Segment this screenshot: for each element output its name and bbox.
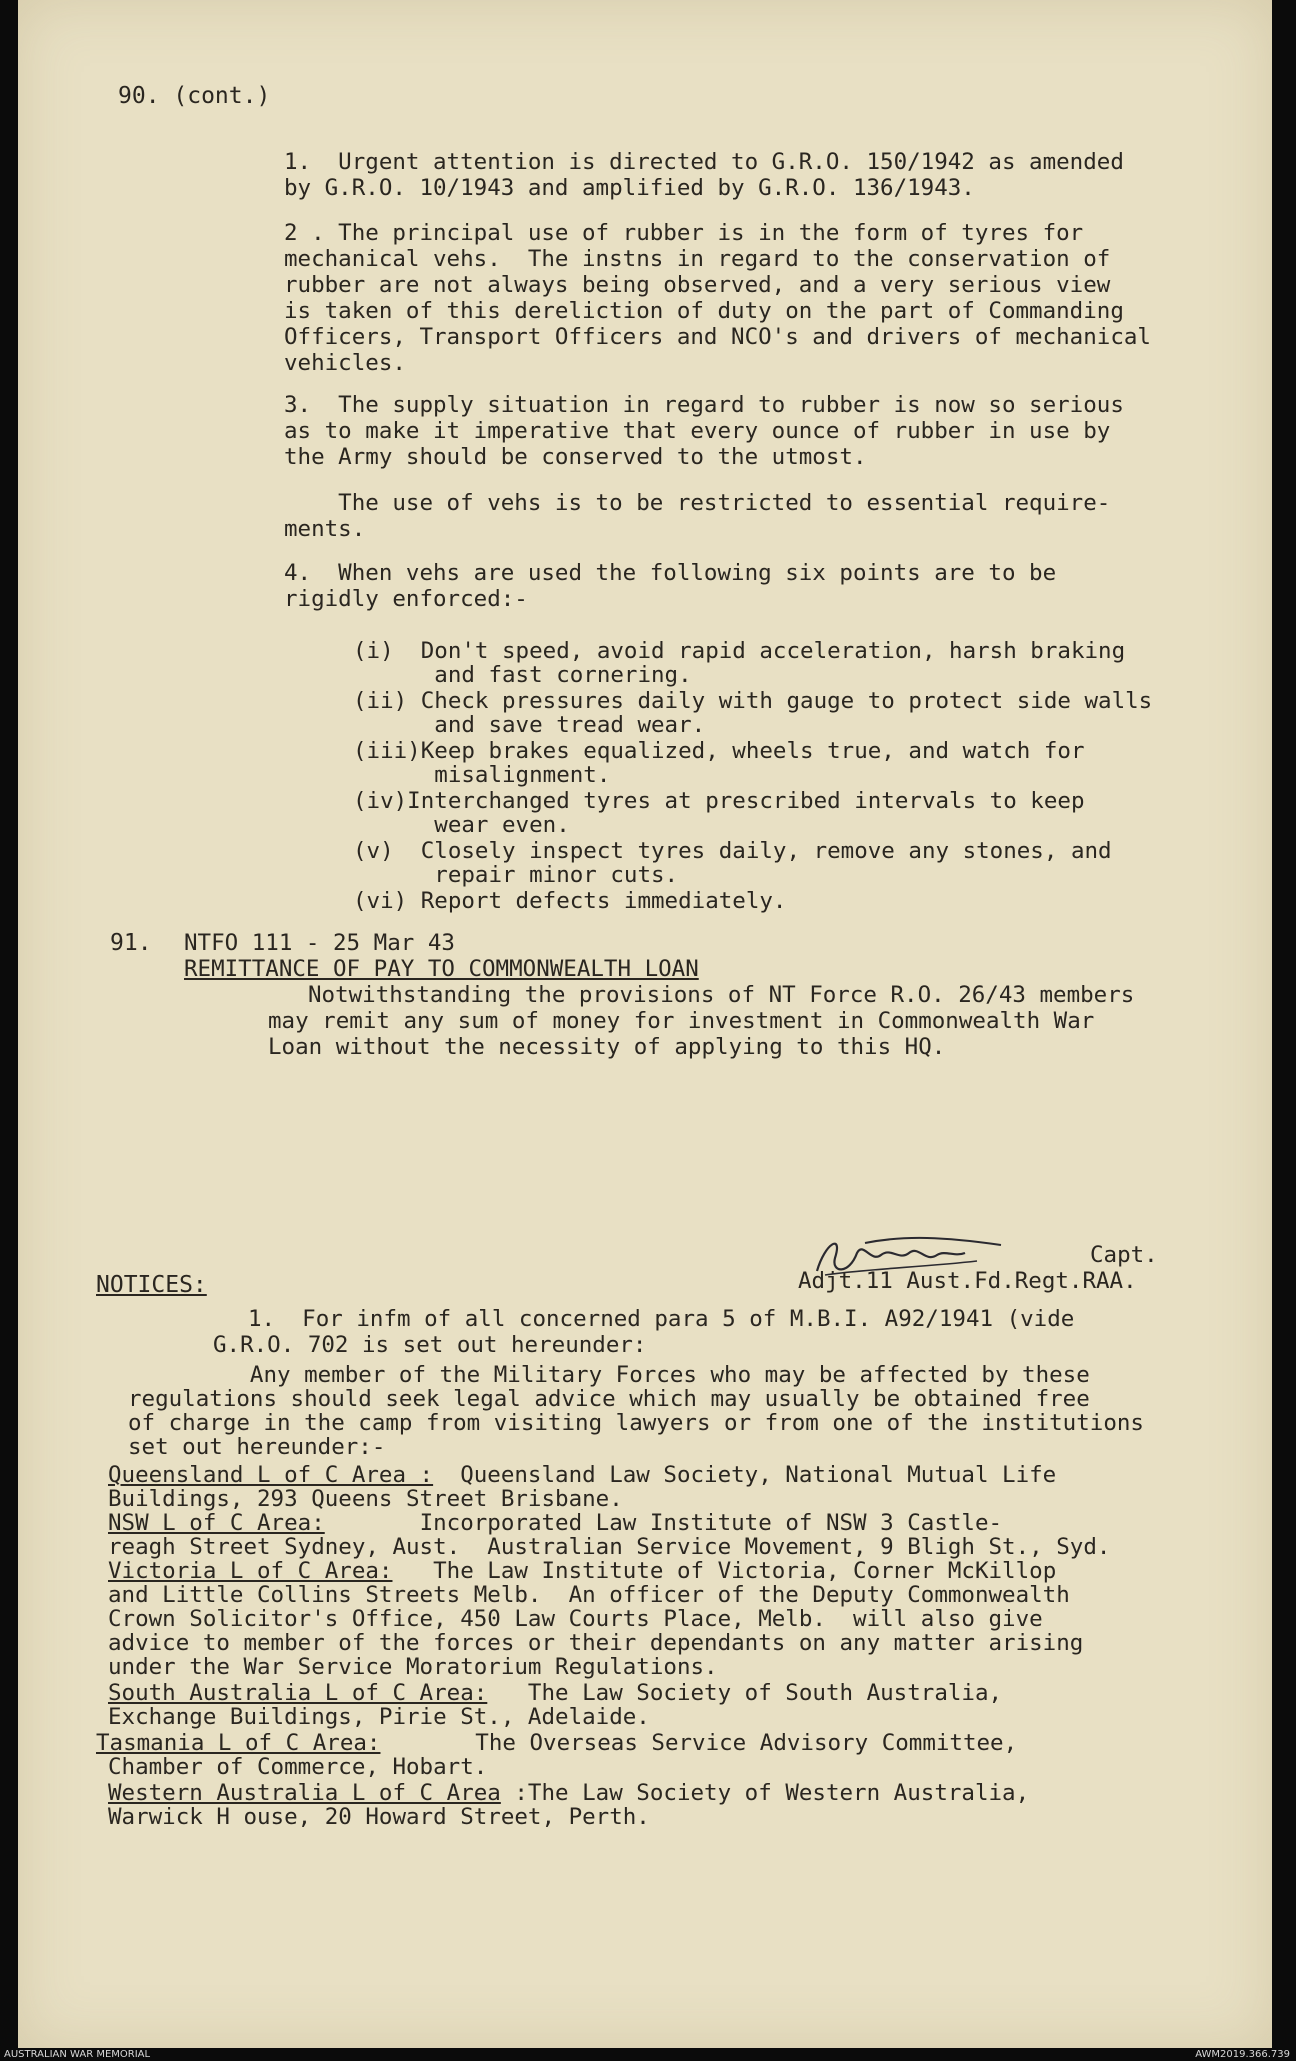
area-nsw-row bbox=[108, 1510, 1002, 1536]
para-3b-line-1: The use of vehs is to be restricted to essential require- bbox=[284, 490, 1111, 516]
item-91-reference: NTFO 111 - 25 Mar 43 bbox=[184, 930, 455, 956]
point-2-line-2: and save tread wear. bbox=[353, 712, 706, 738]
notices-body-line-4: set out hereunder:- bbox=[128, 1434, 386, 1460]
area-queensland-row bbox=[108, 1462, 1056, 1488]
area-victoria-line-4: advice to member of the forces or their dependants on any matter arising bbox=[108, 1630, 1084, 1656]
para-1-line-2: by G.R.O. 10/1943 and amplified by G.R.O. 136/1943. bbox=[284, 175, 975, 201]
area-south-australia-row bbox=[108, 1680, 1002, 1706]
area-western-australia-label: Western Australia L of C Area bbox=[108, 1780, 501, 1806]
item-91-line-3: Loan without the necessity of applying to this HQ. bbox=[268, 1034, 946, 1060]
area-victoria-text: The Law Institute of Victoria, Corner McKillop bbox=[392, 1558, 1057, 1584]
point-1-line-2: and fast cornering. bbox=[353, 662, 692, 688]
area-nsw-line-2: reagh Street Sydney, Aust. Australian Service Movement, 9 Bligh St., Syd. bbox=[108, 1534, 1111, 1560]
item-91-title: REMITTANCE OF PAY TO COMMONWEALTH LOAN bbox=[184, 956, 699, 982]
para-2-line-1: 2 . The principal use of rubber is in the form of tyres for bbox=[284, 220, 1084, 246]
area-western-australia-line-2: Warwick H ouse, 20 Howard Street, Perth. bbox=[108, 1804, 650, 1830]
area-nsw-text: Incorporated Law Institute of NSW 3 Castle- bbox=[324, 1510, 1003, 1536]
point-1-line-1: (i) Don't speed, avoid rapid acceleration, harsh braking bbox=[353, 638, 1126, 664]
signature-appointment: Adjt.11 Aust.Fd.Regt.RAA. bbox=[798, 1268, 1137, 1294]
notices-heading: NOTICES: bbox=[96, 1272, 207, 1298]
area-tasmania-label: Tasmania L of C Area: bbox=[96, 1730, 381, 1756]
para-2-line-4: is taken of this dereliction of duty on the part of Commanding bbox=[284, 298, 1124, 324]
area-tasmania-text: The Overseas Service Advisory Committee, bbox=[380, 1730, 1018, 1756]
para-2-line-5: Officers, Transport Officers and NCO's and drivers of mechanical bbox=[284, 324, 1151, 350]
page-header: 90. (cont.) bbox=[118, 83, 271, 109]
para-2-line-6: vehicles. bbox=[284, 350, 406, 376]
notices-body-line-1: Any member of the Military Forces who may be affected by these bbox=[128, 1362, 1090, 1388]
notices-intro-line-1: 1. For infm of all concerned para 5 of M.B.I. A92/1941 (vide bbox=[248, 1306, 1075, 1332]
area-tasmania-line-2: Chamber of Commerce, Hobart. bbox=[108, 1754, 488, 1780]
point-4-line-1: (iv)Interchanged tyres at prescribed intervals to keep bbox=[353, 788, 1085, 814]
document-page bbox=[18, 0, 1272, 2048]
item-91-number: 91. bbox=[110, 930, 152, 956]
area-south-australia-line-2: Exchange Buildings, Pirie St., Adelaide. bbox=[108, 1704, 650, 1730]
point-5-line-1: (v) Closely inspect tyres daily, remove any stones, and bbox=[353, 838, 1112, 864]
point-3-line-2: misalignment. bbox=[353, 762, 611, 788]
para-3-line-1: 3. The supply situation in regard to rubber is now so serious bbox=[284, 392, 1124, 418]
notices-body-line-3: of charge in the camp from visiting lawyers or from one of the institutions bbox=[128, 1410, 1144, 1436]
footer-accession-number: AWM2019.366.739 bbox=[1195, 2049, 1290, 2060]
notices-intro-line-2: G.R.O. 702 is set out hereunder: bbox=[213, 1332, 647, 1358]
footer-source: AUSTRALIAN WAR MEMORIAL bbox=[4, 2049, 151, 2060]
point-3-line-1: (iii)Keep brakes equalized, wheels true, and watch for bbox=[353, 738, 1085, 764]
para-3b-line-2: ments. bbox=[284, 516, 366, 542]
area-victoria-line-3: Crown Solicitor's Office, 450 Law Courts Place, Melb. will also give bbox=[108, 1606, 1043, 1632]
point-5-line-2: repair minor cuts. bbox=[353, 862, 679, 888]
area-victoria-row bbox=[108, 1558, 1056, 1584]
area-south-australia-text: The Law Society of South Australia, bbox=[487, 1680, 1003, 1706]
point-2-line-1: (ii) Check pressures daily with gauge to protect side walls bbox=[353, 688, 1153, 714]
notices-body-line-2: regulations should seek legal advice which may usually be obtained free bbox=[128, 1386, 1090, 1412]
para-4-line-1: 4. When vehs are used the following six points are to be bbox=[284, 560, 1057, 586]
para-2-line-3: rubber are not always being observed, and a very serious view bbox=[284, 272, 1111, 298]
para-1-line-1: 1. Urgent attention is directed to G.R.O. 150/1942 as amended bbox=[284, 149, 1124, 175]
para-3-line-3: the Army should be conserved to the utmost. bbox=[284, 444, 867, 470]
area-victoria-label: Victoria L of C Area: bbox=[108, 1558, 393, 1584]
para-3-line-2: as to make it imperative that every ounce of rubber in use by bbox=[284, 418, 1111, 444]
area-victoria-line-5: under the War Service Moratorium Regulations. bbox=[108, 1654, 718, 1680]
para-2-line-2: mechanical vehs. The instns in regard to the conservation of bbox=[284, 246, 1111, 272]
area-queensland-text: Queensland Law Society, National Mutual Life bbox=[433, 1462, 1057, 1488]
area-western-australia-row bbox=[108, 1780, 1029, 1806]
area-queensland-line-2: Buildings, 293 Queens Street Brisbane. bbox=[108, 1486, 623, 1512]
item-91-line-1: Notwithstanding the provisions of NT Force R.O. 26/43 members bbox=[308, 982, 1135, 1008]
point-4-line-2: wear even. bbox=[353, 812, 570, 838]
point-6-line-1: (vi) Report defects immediately. bbox=[353, 888, 787, 914]
area-victoria-line-2: and Little Collins Streets Melb. An officer of the Deputy Commonwealth bbox=[108, 1582, 1070, 1608]
signature-rank: Capt. bbox=[1090, 1242, 1158, 1268]
area-nsw-label: NSW L of C Area: bbox=[108, 1510, 325, 1536]
area-south-australia-label: South Australia L of C Area: bbox=[108, 1680, 488, 1706]
area-tasmania-row bbox=[96, 1730, 1017, 1756]
area-queensland-label: Queensland L of C Area : bbox=[108, 1462, 434, 1488]
para-4-line-2: rigidly enforced:- bbox=[284, 586, 528, 612]
item-91-line-2: may remit any sum of money for investment in Commonwealth War bbox=[268, 1008, 1095, 1034]
area-western-australia-text: :The Law Society of Western Australia, bbox=[500, 1780, 1030, 1806]
